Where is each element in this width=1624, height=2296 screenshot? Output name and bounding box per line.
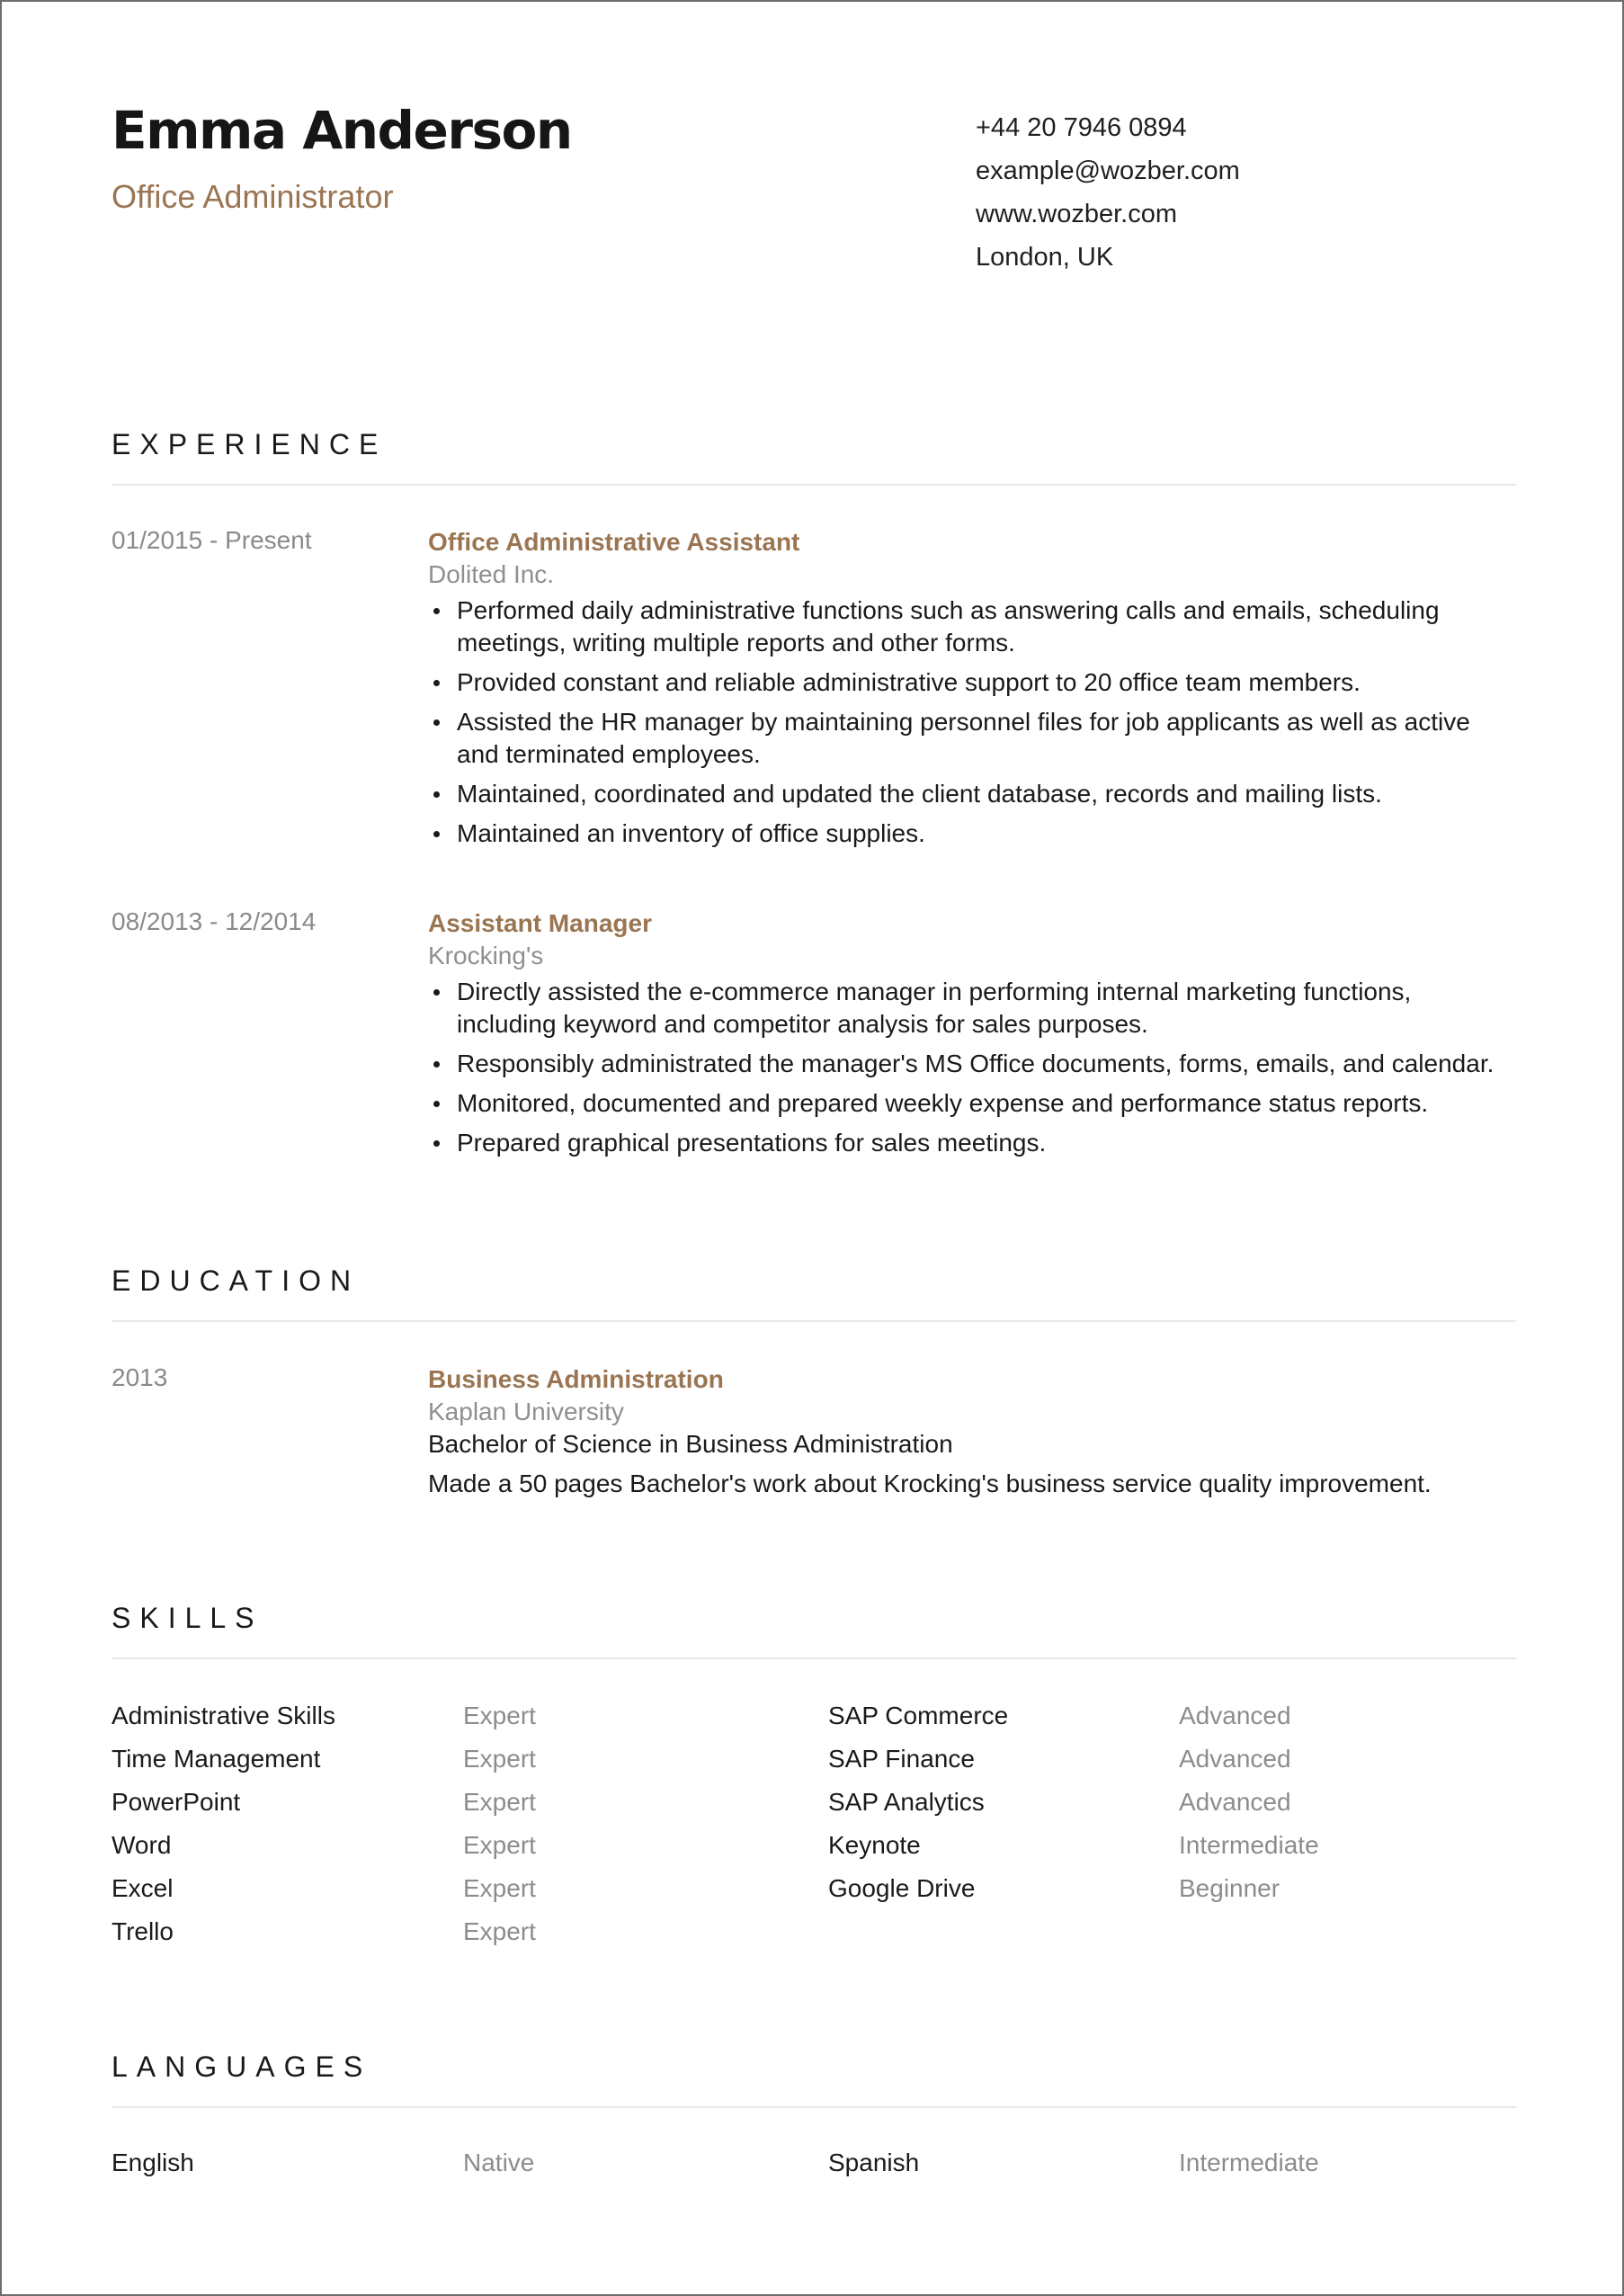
contact-email: example@wozber.com	[976, 156, 1240, 185]
bullet-item: Responsibly administrated the manager's MS Office documents, forms, emails, and calendar.	[457, 1048, 1516, 1080]
education-heading-label: EDUCATION	[112, 1264, 361, 1297]
skill-level: Expert	[463, 1831, 536, 1859]
skill-level: Advanced	[1179, 1702, 1291, 1729]
skill-name: SAP Analytics	[828, 1788, 985, 1816]
language-name: English	[112, 2149, 194, 2176]
experience-heading	[112, 428, 1516, 486]
education-degree: Bachelor of Science in Business Administration	[428, 1430, 953, 1458]
education-heading	[112, 1264, 1516, 1322]
languages-heading	[112, 2050, 1516, 2108]
skill-row	[112, 1781, 1516, 1824]
contact-website: www.wozber.com	[976, 200, 1178, 228]
bullet-item: Provided constant and reliable administrative support to 20 office team members.	[457, 666, 1516, 699]
language-level: Native	[463, 2149, 535, 2176]
education-detail	[428, 1363, 1516, 1500]
skill-level: Advanced	[1179, 1788, 1291, 1816]
skill-name: Excel	[112, 1874, 174, 1902]
contact-block	[976, 106, 1240, 279]
language-level: Intermediate	[1179, 2149, 1319, 2176]
skills-heading	[112, 1602, 1516, 1659]
experience-heading-label: EXPERIENCE	[112, 428, 388, 460]
bullet-item: Monitored, documented and prepared weekly expense and performance status reports.	[457, 1087, 1516, 1120]
skill-level: Expert	[463, 1745, 536, 1773]
skill-name: Google Drive	[828, 1874, 976, 1902]
skill-name: Trello	[112, 1917, 174, 1945]
bullet-item: Performed daily administrative functions such as answering calls and emails, scheduling meetings, writing multiple reports and other forms.	[457, 594, 1516, 659]
experience-role: Office Administrative Assistant	[428, 528, 800, 556]
skill-level: Expert	[463, 1874, 536, 1902]
experience-bullets	[428, 976, 1516, 1159]
languages-heading-label: LANGUAGES	[112, 2050, 372, 2083]
skill-name: Administrative Skills	[112, 1702, 335, 1729]
experience-dates: 01/2015 - Present	[112, 526, 312, 554]
skill-name: Keynote	[828, 1831, 921, 1859]
candidate-name: Emma Anderson	[112, 100, 572, 161]
skill-name: SAP Finance	[828, 1745, 975, 1773]
skill-row	[112, 1694, 1516, 1738]
experience-company: Krocking's	[428, 942, 544, 969]
language-name: Spanish	[828, 2149, 920, 2176]
skill-name: Word	[112, 1831, 172, 1859]
bullet-item: Maintained an inventory of office supplies.	[457, 817, 1516, 850]
contact-phone: +44 20 7946 0894	[976, 113, 1187, 142]
skill-name: Time Management	[112, 1745, 321, 1773]
skills-heading-label: SKILLS	[112, 1602, 263, 1634]
experience-detail	[428, 907, 1516, 1166]
experience-detail	[428, 526, 1516, 857]
skill-level: Expert	[463, 1702, 536, 1729]
skill-row	[112, 1738, 1516, 1781]
education-note: Made a 50 pages Bachelor's work about Krocking's business service quality improvement.	[428, 1470, 1432, 1497]
language-row	[112, 2141, 1516, 2184]
skill-level: Beginner	[1179, 1874, 1280, 1902]
skill-level: Intermediate	[1179, 1831, 1319, 1859]
education-year: 2013	[112, 1363, 168, 1391]
bullet-item: Maintained, coordinated and updated the client database, records and mailing lists.	[457, 778, 1516, 810]
bullet-item: Assisted the HR manager by maintaining personnel files for job applicants as well as active and terminated employees.	[457, 706, 1516, 771]
job-title: Office Administrator	[112, 178, 394, 215]
skill-name: SAP Commerce	[828, 1702, 1009, 1729]
experience-bullets	[428, 594, 1516, 850]
skill-level: Advanced	[1179, 1745, 1291, 1773]
education-field: Business Administration	[428, 1365, 724, 1393]
experience-dates: 08/2013 - 12/2014	[112, 907, 317, 935]
skill-name: PowerPoint	[112, 1788, 241, 1816]
skill-level: Expert	[463, 1788, 536, 1816]
skill-row	[112, 1910, 1516, 1953]
experience-role: Assistant Manager	[428, 909, 652, 937]
skill-level: Expert	[463, 1917, 536, 1945]
experience-company: Dolited Inc.	[428, 560, 555, 588]
skill-row	[112, 1824, 1516, 1867]
contact-location: London, UK	[976, 243, 1114, 272]
bullet-item: Directly assisted the e-commerce manager in performing internal marketing functions, including keyword and competitor analysis for sales purposes.	[457, 976, 1516, 1041]
skill-row	[112, 1867, 1516, 1910]
bullet-item: Prepared graphical presentations for sales meetings.	[457, 1127, 1516, 1159]
education-school: Kaplan University	[428, 1398, 624, 1425]
